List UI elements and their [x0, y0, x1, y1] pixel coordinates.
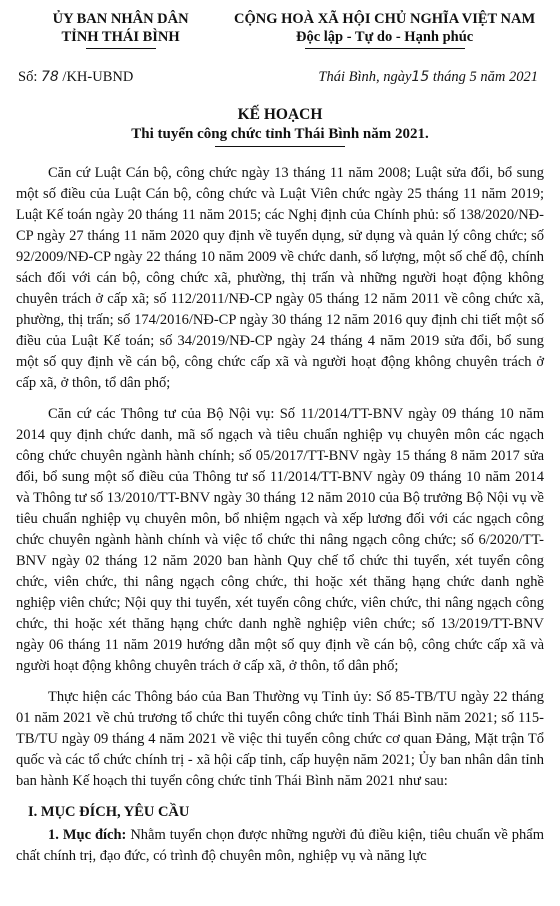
document-subtitle: Thi tuyển công chức tỉnh Thái Bình năm 2021.	[131, 126, 429, 142]
national-motto	[225, 10, 544, 49]
paragraph-legal-basis-laws: Căn cứ Luật Cán bộ, công chức ngày 13 tháng 11 năm 2008; Luật sửa đổi, bổ sung một số điều của Luật Cán bộ, công chức và Luật Viên chức ngày 25 tháng 11 năm 2019; Luật Kế toán ngày 20 tháng 11 năm 2015; các Nghị định của Chính phủ: số 138/2020/NĐ-CP ngày 27 tháng 11 năm 2020 quy định về tuyển dụng, sử dụng và quản lý công chức; số 92/2009/NĐ-CP ngày 22 tháng 10 năm 2009 về chức danh, số lượng, một số chế độ, chính sách đối với cán bộ, công chức xã, phường, thị trấn và những người hoạt động không chuyên trách ở cấp xã; số 112/2011/NĐ-CP ngày 05 tháng 12 năm 2011 về công chức xã, phường, thị trấn; số 174/2016/NĐ-CP ngày 30 tháng 12 năm 2016 quy định chi tiết một số điều của Luật Kế toán; số 34/2019/NĐ-CP ngày 24 tháng 4 năm 2019 sửa đổi, bổ sung một số quy định về cán bộ, công chức cấp xã và người hoạt động không chuyên trách ở cấp xã, ở thôn, tổ dân phố;	[16, 165, 544, 391]
purpose-paragraph	[16, 825, 544, 867]
agency-province: TỈNH THÁI BÌNH	[61, 29, 180, 45]
document-meta	[16, 69, 544, 86]
paragraph-legal-basis-circulars: Căn cứ các Thông tư của Bộ Nội vụ: Số 11/2014/TT-BNV ngày 09 tháng 10 năm 2014 quy định chức danh, mã số ngạch và tiêu chuẩn nghiệp vụ chuyên môn các ngạch công chức chuyên ngành hành chính; số 05/2017/TT-BNV ngày 15 tháng 8 năm 2017 sửa đổi, bổ sung một số điều của Thông tư số 11/2014/TT-BNV ngày 09 tháng 10 năm 2014 và Thông tư số 13/2010/TT-BNV ngày 30 tháng 12 năm 2010 của Bộ trưởng Bộ Nội vụ về tiêu chuẩn nghiệp vụ chuyên môn, bổ nhiệm ngạch và xếp lương đối với các ngạch công chức chuyên ngành hành chính và việc tổ chức thi nâng ngạch công chức; số 6/2020/TT-BNV ngày 02 tháng 12 năm 2020 ban hành Quy chế tổ chức thi tuyển, xét tuyển công chức, viên chức, thi nâng ngạch công chức, thi hoặc xét thăng hạng chức danh nghề nghiệp viên chức; Nội quy thi tuyển, xét tuyển công chức, viên chức, thi nâng ngạch công chức, thi hoặc xét thăng hạng chức danh nghề nghiệp viên chức; số 13/2019/TT-BNV ngày 06 tháng 11 năm 2019 hướng dẫn một số quy định về cán bộ, công chức cấp xã và người hoạt động không chuyên trách ở cấp xã, ở thôn, tổ dân phố;	[16, 406, 544, 674]
issuing-agency	[16, 10, 225, 49]
place-date-suffix: tháng 5 năm 2021	[432, 69, 538, 85]
title-underline	[215, 146, 345, 147]
document-header	[16, 10, 544, 49]
motto: Độc lập - Tự do - Hạnh phúc	[295, 29, 474, 45]
document-title: KẾ HOẠCH	[237, 106, 323, 123]
document-number	[16, 69, 133, 86]
number-handwritten: 78	[40, 69, 59, 85]
section-heading: I. MỤC ĐÍCH, YÊU CẦU	[28, 804, 190, 820]
number-prefix: Số:	[18, 69, 38, 85]
agency-name: ỦY BAN NHÂN DÂN	[52, 11, 189, 27]
agency-underline	[86, 48, 156, 49]
purpose-label: 1. Mục đích:	[48, 827, 127, 843]
country-name: CỘNG HOÀ XÃ HỘI CHỦ NGHĨA VIỆT NAM	[234, 11, 536, 27]
number-suffix: /KH-UBND	[62, 69, 134, 85]
document-body	[16, 163, 544, 867]
motto-underline	[305, 48, 465, 49]
paragraph-implementation: Thực hiện các Thông báo của Ban Thường vụ Tỉnh ủy: Số 85-TB/TU ngày 22 tháng 01 năm 2021 về chủ trương tổ chức thi tuyển công chức tỉnh Thái Bình năm 2021; số 115-TB/TU ngày 09 tháng 4 năm 2021 về việc thi tuyển công chức cơ quan Đảng, Mặt trận Tổ quốc và các tổ chức chính trị - xã hội cấp tỉnh, cấp huyện năm 2021; Ủy ban nhân dân tỉnh ban hành Kế hoạch thi tuyển công chức tỉnh Thái Bình năm 2021 như sau:	[16, 689, 544, 789]
day-handwritten: 15	[411, 69, 430, 85]
place-date	[318, 69, 544, 86]
place-date-prefix: Thái Bình, ngày	[318, 69, 412, 85]
purpose-text: Nhằm tuyển chọn được những người đủ điều kiện, tiêu chuẩn về phẩm chất chính trị, đạo đức, có trình độ chuyên môn, nghiệp vụ và năng lực	[16, 827, 545, 864]
